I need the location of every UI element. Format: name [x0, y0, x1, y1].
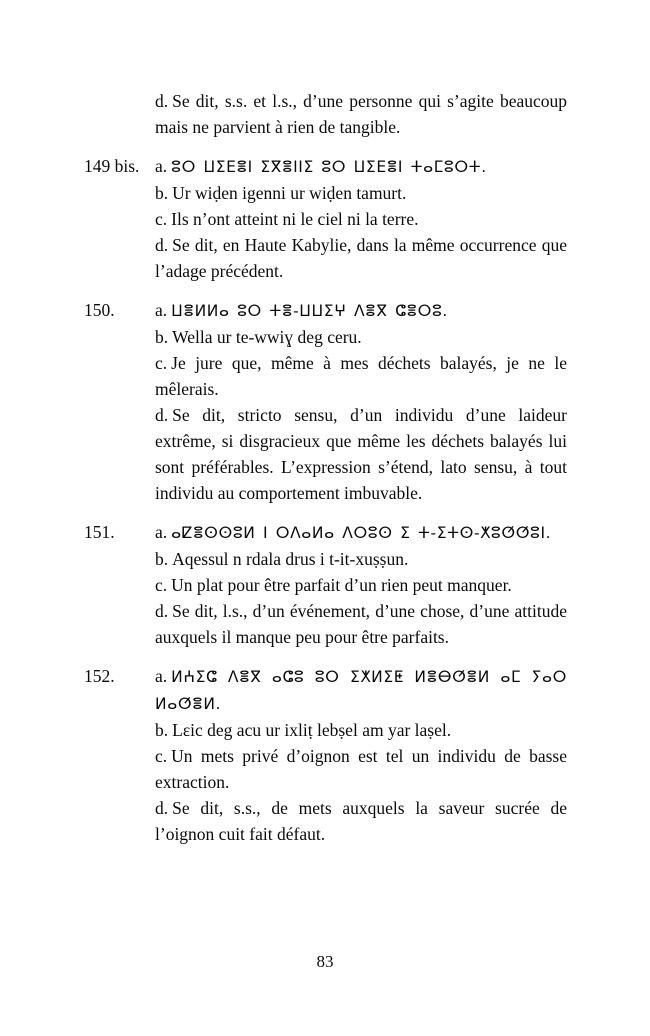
entry-item-paragraph: [155, 572, 567, 598]
item-text: ⵓⵔ ⵡⵉⴹⴻⵏ ⵉⴳⴻⵏⵏⵉ ⵓⵔ ⵡⵉⴹⴻⵏ ⵜⴰⵎⵓⵔⵜ.: [171, 158, 487, 176]
item-label: d.: [155, 601, 169, 621]
entry-item-paragraph: [155, 743, 567, 795]
item-text: Un plat pour être parfait d’un rien peut manquer.: [171, 575, 512, 595]
entry-row: [84, 297, 567, 506]
item-text: Aqessul n rdala drus i t-it-xuṣṣun.: [172, 549, 409, 569]
item-text: Lɛic deg acu ur ixliṭ lebṣel am yar laṣel.: [172, 720, 452, 740]
item-text: Je jure que, même à mes déchets balayés, je ne le mêlerais.: [155, 353, 567, 399]
entry-item-paragraph: [155, 153, 567, 180]
item-text: Wella ur te-wwiɣ deg ceru.: [172, 327, 362, 347]
entry-item-paragraph: [155, 350, 567, 402]
item-label: a.: [155, 666, 168, 686]
entry-item-paragraph: [155, 180, 567, 206]
entry-row: [84, 153, 567, 284]
entry-row: [84, 519, 567, 650]
entry-item-paragraph: [155, 88, 567, 140]
item-label: a.: [155, 156, 168, 176]
entry-item-paragraph: [155, 546, 567, 572]
item-label: a.: [155, 300, 168, 320]
entry-item-paragraph: [155, 297, 567, 324]
entry-items: [155, 297, 567, 506]
entry-item-paragraph: [155, 519, 567, 546]
item-text: Ur wiḍen igenni ur wiḍen tamurt.: [172, 183, 407, 203]
page-number: 83: [316, 952, 334, 971]
item-text: Ils n’ont atteint ni le ciel ni la terre.: [171, 209, 419, 229]
entries-container: [84, 88, 567, 860]
item-label: d.: [155, 798, 169, 818]
item-label: b.: [155, 327, 169, 347]
item-label: a.: [155, 522, 168, 542]
item-text: Un mets privé d’oignon est tel un individu de basse extraction.: [155, 746, 567, 792]
item-text: Se dit, stricto sensu, d’un individu d’une laideur extrême, si disgracieux que même les déchets balayés lui sont préférables. L’expression s’étend, lato sensu, à tout individu au comportement imbuvable.: [155, 405, 567, 503]
entry-items: [155, 519, 567, 650]
entry-item-paragraph: [155, 795, 567, 847]
entry-item-paragraph: [155, 717, 567, 743]
item-text: ⴰⵇⴻⵙⵙⵓⵍ ⵏ ⵔⴷⴰⵍⴰ ⴷⵔⵓⵙ ⵉ ⵜ-ⵉⵜⵙ-ⵅⵓⵚⵚⵓⵏ.: [171, 524, 552, 542]
entry-item-paragraph: [155, 663, 567, 717]
item-text: Se dit, s.s., de mets auxquels la saveur sucrée de l’oignon cuit fait défaut.: [155, 798, 567, 844]
entry-number: 152.: [84, 666, 115, 686]
item-text: Se dit, l.s., d’un événement, d’une chose, d’une attitude auxquels il manque peu pour être parfaits.: [155, 601, 567, 647]
entry-number: 151.: [84, 522, 115, 542]
entry-item-paragraph: [155, 402, 567, 506]
entry-item-paragraph: [155, 324, 567, 350]
item-label: c.: [155, 353, 168, 373]
item-label: c.: [155, 746, 168, 766]
item-label: d.: [155, 235, 169, 255]
entry-row: [84, 88, 567, 140]
item-label: b.: [155, 720, 169, 740]
entry-items: [155, 88, 567, 140]
item-label: c.: [155, 575, 168, 595]
entry-number: 150.: [84, 300, 115, 320]
item-text: Se dit, s.s. et l.s., d’une personne qui s’agite beaucoup mais ne parvient à rien de tangible.: [155, 91, 567, 137]
item-label: b.: [155, 183, 169, 203]
item-text: ⵍⵄⵉⵛ ⴷⴻⴳ ⴰⵛⵓ ⵓⵔ ⵉⵅⵍⵉⵟ ⵍⴻⴱⵚⴻⵍ ⴰⵎ ⵢⴰⵔ ⵍⴰⵚⴻⵍ.: [155, 668, 567, 713]
item-label: d.: [155, 91, 169, 111]
entry-number: 149 bis.: [84, 156, 140, 176]
item-label: c.: [155, 209, 168, 229]
item-text: Se dit, en Haute Kabylie, dans la même occurrence que l’adage précédent.: [155, 235, 567, 281]
entry-items: [155, 153, 567, 284]
entry-item-paragraph: [155, 232, 567, 284]
entry-item-paragraph: [155, 206, 567, 232]
entry-row: [84, 663, 567, 847]
item-label: d.: [155, 405, 169, 425]
entry-items: [155, 663, 567, 847]
item-label: b.: [155, 549, 169, 569]
entry-item-paragraph: [155, 598, 567, 650]
item-text: ⵡⴻⵍⵍⴰ ⵓⵔ ⵜⴻ-ⵡⵡⵉⵖ ⴷⴻⴳ ⵛⴻⵔⵓ.: [171, 302, 448, 320]
